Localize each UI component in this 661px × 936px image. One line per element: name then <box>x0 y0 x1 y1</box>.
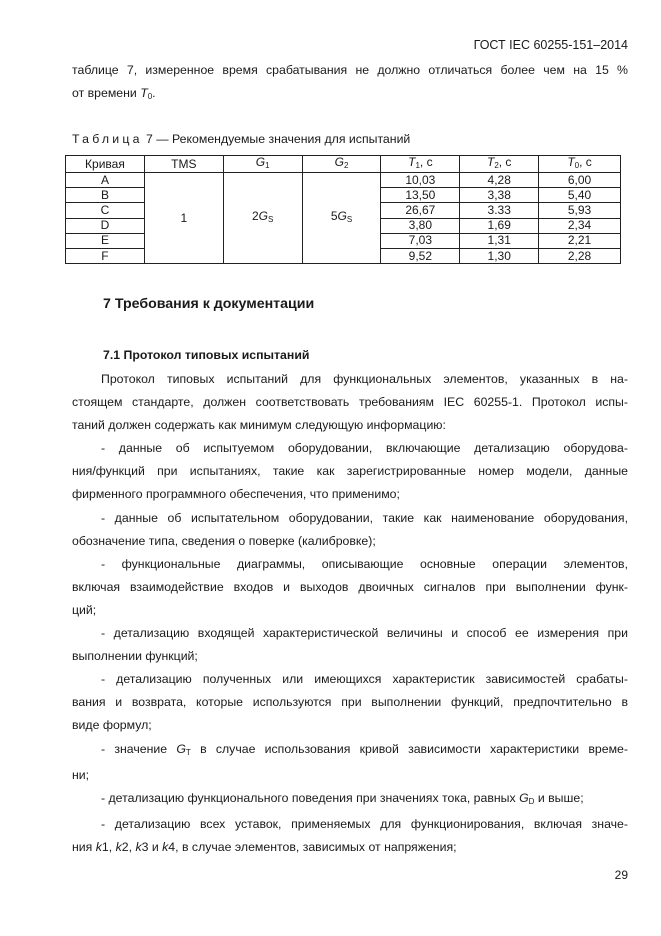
body-line: включая взаимодействие входов и выходов двоичных сигналов при выполнении функ- <box>72 579 628 594</box>
cell-t2: 4,28 <box>460 173 539 188</box>
intro-line: от времени $T_0$. <box>72 86 156 102</box>
body-line: фирменного программного обеспечения, что применимо; <box>72 487 400 502</box>
cell-curve: A <box>66 173 145 188</box>
body-line: - детализацию входящей характеристической величины и способ ее измерения при <box>101 626 628 641</box>
cell-t0: 6,00 <box>539 173 621 188</box>
body-line: Протокол типовых испытаний для функциональных элементов, указанных в на- <box>101 372 628 386</box>
cell-t1: 7,03 <box>381 233 460 248</box>
table-row <box>66 173 621 188</box>
body-line: - детализацию функционального поведения при значениях тока, равных $G_D$ и выше; <box>101 790 584 806</box>
cell-curve: D <box>66 218 145 233</box>
cell-curve: C <box>66 203 145 218</box>
body-line: - детализацию всех уставок, применяемых для функционирования, включая значе- <box>101 816 628 831</box>
cell-t1: 13,50 <box>381 188 460 203</box>
cell-t2: 1,69 <box>460 218 539 233</box>
body-line: ния k1, k2, k3 и k4, в случае элементов, зависимых от напряжения; <box>72 839 457 854</box>
body-text <box>72 368 628 859</box>
section-title: 7 Требования к документации <box>103 296 315 312</box>
body-line: - данные об испытательном оборудовании, такие как наименование оборудования, <box>101 510 628 525</box>
header-curve: Кривая <box>66 156 145 173</box>
cell-t0: 2,34 <box>539 218 621 233</box>
header-g1: $G_1$ <box>223 156 302 173</box>
cell-t2: 3,38 <box>460 188 539 203</box>
cell-g1: $2G_S$ <box>223 173 302 264</box>
body-line: ния/функций при испытаниях, такие как зарегистрированные номер модели, данные <box>72 464 628 479</box>
header-t0: $T_0$, с <box>539 156 621 173</box>
body-line: вания и возврата, которые используются при выполнении функций, предпочтительно в <box>72 695 628 710</box>
table-caption: Таблица 7 — Рекомендуемые значения для испытаний <box>72 132 411 146</box>
cell-t2: 3.33 <box>460 203 539 218</box>
cell-t2: 1,31 <box>460 233 539 248</box>
cell-curve: F <box>66 248 145 263</box>
cell-t0: 2,21 <box>539 233 621 248</box>
body-line: - значение $G_T$ в случае использования кривой зависимости характеристики време- <box>101 741 628 757</box>
cell-g2: $5G_S$ <box>302 173 381 264</box>
body-line: выполнении функций; <box>72 649 198 664</box>
header-tms: TMS <box>144 156 223 173</box>
cell-t0: 5,40 <box>539 188 621 203</box>
body-line: - данные об испытуемом оборудовании, включающие детализацию оборудова- <box>101 441 628 456</box>
body-line: таний должен содержать как минимум следующую информацию: <box>72 418 446 433</box>
cell-t2: 1,30 <box>460 248 539 263</box>
header-t1: $T_1$, с <box>381 156 460 173</box>
cell-t1: 3,80 <box>381 218 460 233</box>
body-line: виде формул; <box>72 718 152 733</box>
cell-t0: 2,28 <box>539 248 621 263</box>
cell-t1: 10,03 <box>381 173 460 188</box>
cell-t0: 5,93 <box>539 203 621 218</box>
intro-line: таблице 7, измеренное время срабатывания не должно отличаться более чем на 15 % <box>72 63 628 77</box>
subsection-title: 7.1 Протокол типовых испытаний <box>103 348 310 362</box>
header-g2: $G_2$ <box>302 156 381 173</box>
test-values-table <box>65 155 621 264</box>
document-header: ГОСТ IEC 60255-151–2014 <box>473 38 628 52</box>
cell-curve: E <box>66 233 145 248</box>
cell-curve: B <box>66 188 145 203</box>
body-line: ни; <box>72 767 90 782</box>
cell-tms: 1 <box>144 173 223 264</box>
table-header-row <box>66 156 621 173</box>
cell-t1: 9,52 <box>381 248 460 263</box>
body-line: стоящем стандарте, должен соответствовать требованиям IEC 60255-1. Протокол испы- <box>72 395 628 410</box>
header-t2: $T_2$, с <box>460 156 539 173</box>
page-number: 29 <box>614 868 628 882</box>
body-line: ций; <box>72 602 97 617</box>
body-line: обозначение типа, сведения о поверке (калибровке); <box>72 533 376 548</box>
cell-t1: 26,67 <box>381 203 460 218</box>
body-line: - функциональные диаграммы, описывающие основные операции элементов, <box>101 556 628 571</box>
intro-paragraph <box>72 59 628 108</box>
body-line: - детализацию полученных или имеющихся характеристик зависимостей срабаты- <box>101 672 628 687</box>
